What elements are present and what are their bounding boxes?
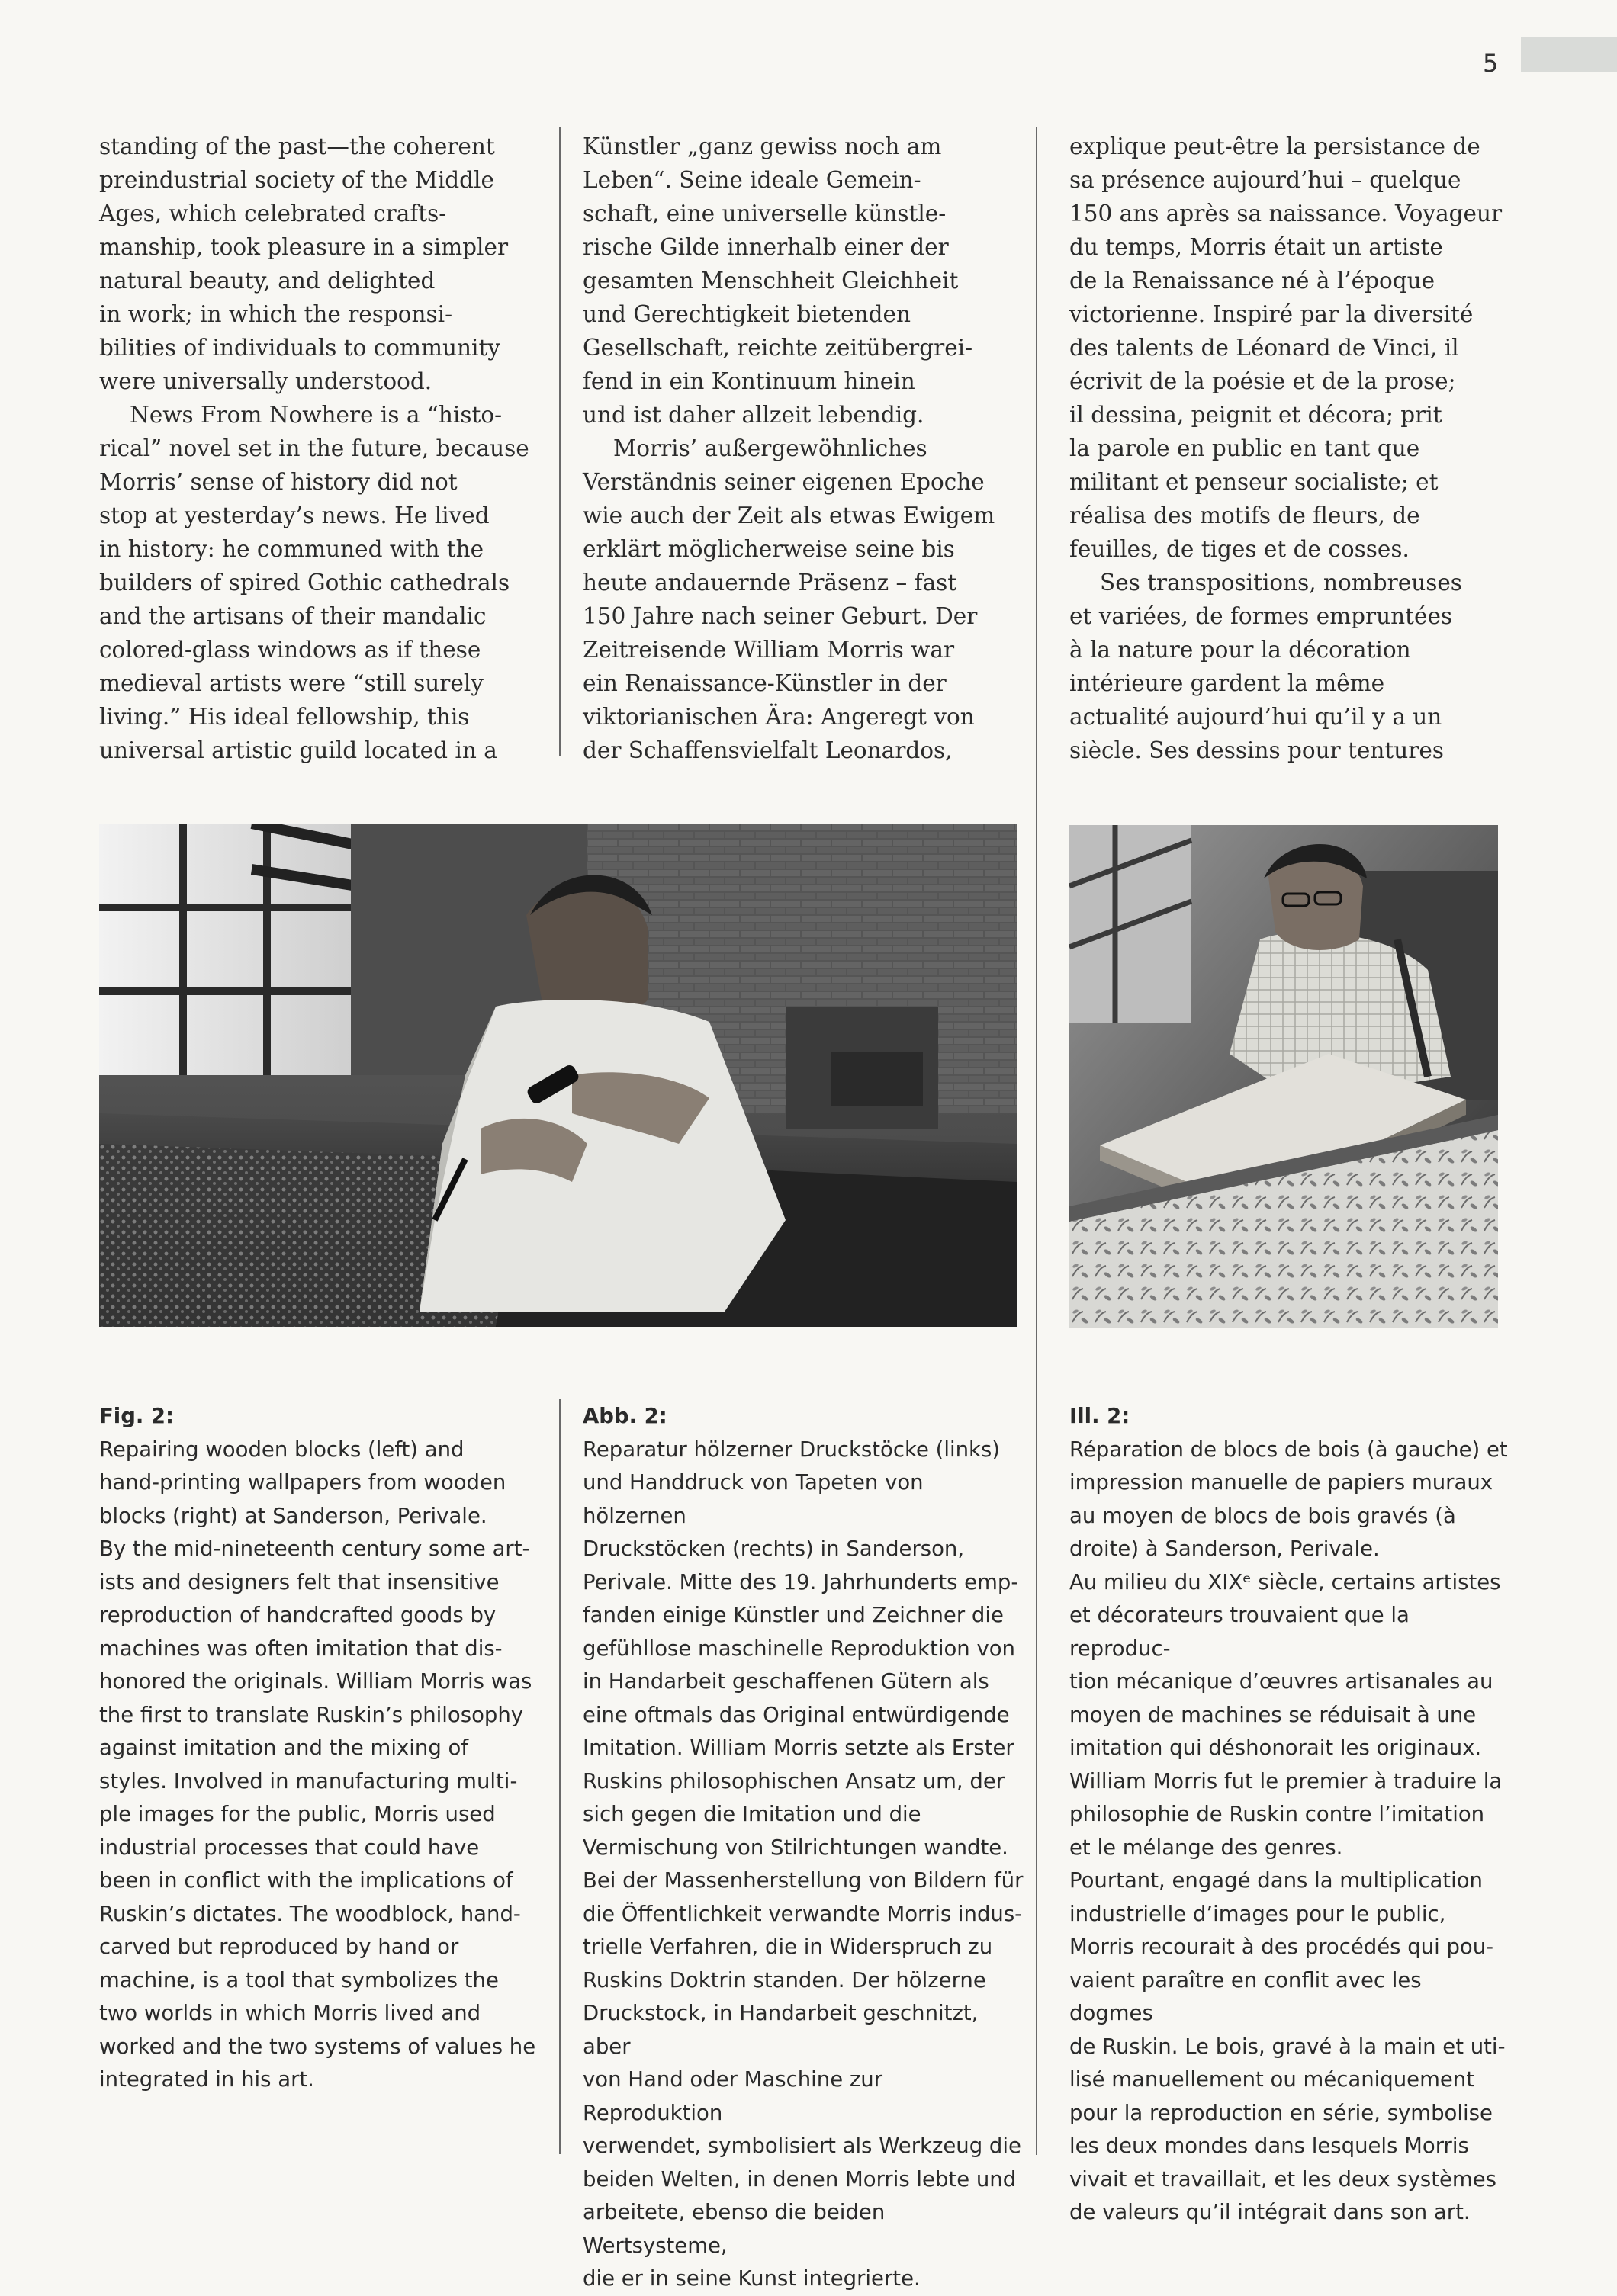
german-paragraph-1: Künstler „ganz gewiss noch am Leben“. Seine ideale Gemein- schaft, eine universelle künstle- rische Gilde innerhalb einer der gesamten Menschheit Gleichheit und Gerechtigkeit bietenden Gesellschaft, reichte zeitübergrei- fend in ein Kontinuum hinein und ist daher allzeit lebendig. [583,133,973,428]
english-paragraph-2: News From Nowhere is a “histo- rical” novel set in the future, because Morris’ sense of history did not stop at yesterday’s news. He lived in history: he communed with the builders of spired Gothic cathedrals and the artisans of their mandalic colored-glass windows as if these medieval artists were “still surely living.” His ideal fellowship, this universal artistic guild located in a [99,402,529,763]
caption-text-german: Reparatur hölzerner Druckstöcke (links) und Handdruck von Tapeten von hölzernen Druckstöcken (rechts) in Sanderson, Perivale. Mitte des 19. Jahrhunderts emp- fanden einige Künstler und Zeichner die gefühllose maschinelle Reproduktion von in Handarbeit geschaffenen Gütern als eine oftmals das Original entwürdigende Imitation. William Morris setzte als Erster Ruskins philosophischen Ansatz um, der sich gegen die Imitation und die Vermischung von Stilrichtungen wandte. Bei der Massenherstellung von Bildern für die Öffentlichkeit verwandte Morris indus- trielle Verfahren, die in Widerspruch zu Ruskins Doktrin standen. Der hölzerne Druckstock, in Handarbeit geschnitzt, aber von Hand oder Maschine zur Reproduktion verwendet, symbolisiert als Werkzeug die beiden Welten, in denen Morris lebte und arbeitete, ebenso die beiden Wertsysteme, die er in seine Kunst integrierte. [583,1437,1024,2291]
caption-text-english: Repairing wooden blocks (left) and hand-printing wallpapers from wooden blocks (right) at Sanderson, Perivale. By the mid-nineteenth century some art- ists and designers felt that insensitive reproduction of handcrafted goods by machines was often imitation that dis- honored the originals. William Morris was the first to translate Ruskin’s philosophy against imitation and the mixing of styles. Involved in manufacturing multi- ple images for the public, Morris used industrial processes that could have been in conflict with the implications of Ruskin’s dictates. The woodblock, hand- carved but reproduced by hand or machine, is a tool that symbolizes the two worlds in which Morris lived and worked and the two systems of values he integrated in his art. [99,1437,536,2092]
body-column-french [1069,130,1512,767]
french-paragraph-2: Ses transpositions, nombreuses et variées, de formes empruntées à la nature pour la décoration intérieure gardent la même actualité aujourd’hui qu’il y a un siècle. Ses dessins pour tentures [1069,570,1462,763]
column-divider [559,127,561,756]
caption-german [583,1400,1025,2296]
corner-tab [1521,37,1617,72]
photo-hand-printing [1069,825,1498,1328]
page-number: 5 [1483,49,1499,78]
photo-woodblock-repair [99,824,1017,1327]
english-paragraph-1: standing of the past—the coherent preindustrial society of the Middle Ages, which celebrated crafts- manship, took pleasure in a simpler natural beauty, and delighted in work; in which the responsi- bilities of individuals to community were universally understood. [99,133,509,394]
body-column-german [583,130,1025,767]
caption-label-german: Abb. 2: [583,1404,667,1428]
caption-text-french: Réparation de blocs de bois (à gauche) et impression manuelle de papiers muraux au moyen de blocs de bois gravés (à droite) à Sanderson, Perivale. Au milieu du XIXᵉ siècle, certains artistes et décorateurs trouvaient que la reproduc- tion mécanique d’œuvres artisanales au moyen de machines se réduisait à une imitation qui déshonorait les originaux. William Morris fut le premier à traduire la philosophie de Ruskin contre l’imitation et le mélange des genres. Pourtant, engagé dans la multiplication industrielle d’images pour le public, Morris recourait à des procédés qui pou- vaient paraître en conflit avec les dogmes de Ruskin. Le bois, gravé à la main et uti- lisé manuellement ou mécaniquement pour la reproduction en série, symbolise les deux mondes dans lesquels Morris vivait et travaillait, et les deux systèmes de valeurs qu’il intégrait dans son art. [1069,1437,1508,2224]
caption-label-english: Fig. 2: [99,1404,175,1428]
caption-label-french: Ill. 2: [1069,1404,1130,1428]
column-divider [559,1399,561,2154]
column-divider [1036,127,1037,2155]
body-column-english [99,130,542,767]
german-paragraph-2: Morris’ außergewöhnliches Verständnis seiner eigenen Epoche wie auch der Zeit als etwas Ewigem erklärt möglicherweise seine bis heute andauernde Präsenz – fast 150 Jahre nach seiner Geburt. Der Zeitreisende William Morris war ein Renaissance-Künstler in der viktorianischen Ära: Angeregt von der Schaffensvielfalt Leonardos, [583,435,995,763]
caption-english [99,1400,542,2097]
caption-french [1069,1400,1512,2230]
french-paragraph-1: explique peut-être la persistance de sa présence aujourd’hui – quelque 150 ans après sa naissance. Voyageur du temps, Morris était un artiste de la Renaissance né à l’époque victorienne. Inspiré par la diversité des talents de Léonard de Vinci, il écrivit de la poésie et de la prose; il dessina, peignit et décora; prit la parole en public en tant que militant et penseur socialiste; et réalisa des motifs de fleurs, de feuilles, de tiges et de cosses. [1069,133,1503,562]
